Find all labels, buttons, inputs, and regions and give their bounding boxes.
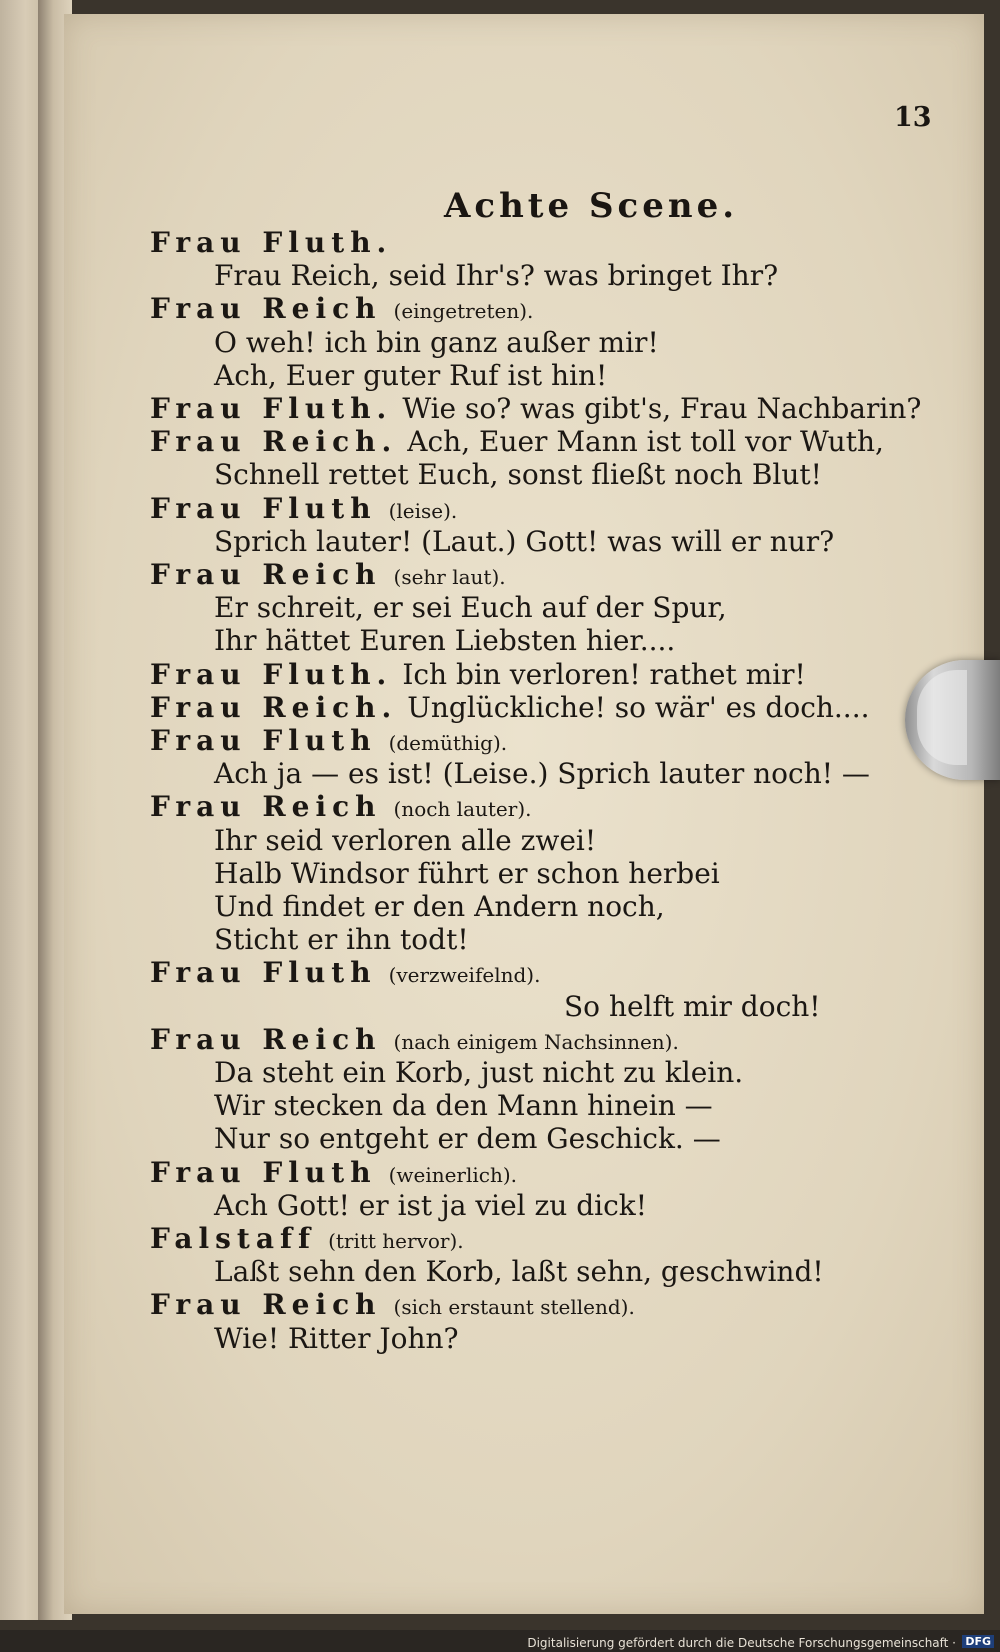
scene-title: Achte Scene. xyxy=(444,186,739,226)
verse-line xyxy=(214,1255,824,1288)
line-text: Wir stecken da den Mann hinein — xyxy=(214,1089,713,1123)
line-text: Da steht ein Korb, just nicht zu klein. xyxy=(214,1056,744,1089)
stage-direction: (verzweifelnd). xyxy=(388,963,541,988)
line-text: Nur so entgeht er dem Geschick. — xyxy=(214,1122,721,1156)
speaker-name: Falstaff xyxy=(150,1222,317,1255)
stage-direction: (sehr laut). xyxy=(393,565,506,589)
line-text: Ach, Euer Mann ist toll vor Wuth, xyxy=(407,425,884,459)
stage-direction: (nach einigem Nachsinnen). xyxy=(393,1029,679,1054)
page-number: 13 xyxy=(894,102,932,133)
verse-line xyxy=(214,259,778,292)
speaker-name: Frau Reich xyxy=(150,292,382,326)
speaker-name: Frau Reich xyxy=(150,790,382,824)
speaker-line xyxy=(150,790,531,823)
footer-credit: Digitalisierung gefördert durch die Deutsche Forschungsgemeinschaft · xyxy=(527,1636,956,1650)
speaker-line xyxy=(150,558,506,591)
verse-line xyxy=(214,923,469,956)
speaker-name: Frau Fluth xyxy=(150,1155,377,1189)
verse-line xyxy=(214,857,720,890)
line-text: Frau Reich, seid Ihr's? was bringet Ihr? xyxy=(214,259,779,293)
verse-line xyxy=(214,757,870,790)
verse-line xyxy=(214,326,659,359)
line-text: Unglückliche! so wär' es doch.... xyxy=(407,690,870,724)
line-text: Ach, Euer guter Ruf ist hin! xyxy=(214,358,608,392)
line-text: Ach ja — es ist! (Leise.) Sprich lauter noch! — xyxy=(214,757,870,791)
speaker-name: Frau Reich. xyxy=(150,425,398,459)
speaker-line xyxy=(150,425,884,458)
stage-direction: (noch lauter). xyxy=(393,797,532,822)
speaker-line xyxy=(150,956,540,989)
verse-line xyxy=(214,824,596,857)
speaker-line xyxy=(150,392,921,425)
left-page-edge xyxy=(0,0,42,1620)
stage-direction: (sich erstaunt stellend). xyxy=(393,1295,635,1320)
line-text: Und findet er den Andern noch, xyxy=(214,890,665,923)
speaker-name: Frau Fluth xyxy=(150,724,377,757)
verse-line xyxy=(214,1189,647,1222)
verse-line xyxy=(214,525,834,558)
stage-direction: (demüthig). xyxy=(388,731,508,755)
speaker-line xyxy=(150,1288,635,1321)
verse-line xyxy=(214,591,727,624)
line-text: Ach Gott! er ist ja viel zu dick! xyxy=(214,1188,647,1222)
line-text: Ihr hättet Euren Liebsten hier.... xyxy=(214,624,676,658)
line-text: Sprich lauter! (Laut.) Gott! was will er nur? xyxy=(214,524,835,558)
verse-line xyxy=(214,1122,721,1155)
speaker-line xyxy=(150,1156,517,1189)
line-text: Schnell rettet Euch, sonst fließt noch Blut! xyxy=(214,458,822,492)
verse-line xyxy=(214,890,665,923)
verse-line xyxy=(214,1089,713,1122)
stage-direction: (weinerlich). xyxy=(388,1162,518,1187)
speaker-line xyxy=(150,658,806,691)
line-text: Er schreit, er sei Euch auf der Spur, xyxy=(214,591,727,625)
verse-line xyxy=(214,359,607,392)
verse-line xyxy=(214,1322,459,1355)
speaker-name: Frau Reich xyxy=(150,1288,382,1322)
speaker-line xyxy=(150,292,533,325)
line-text: Wie! Ritter John? xyxy=(214,1321,459,1355)
book-page xyxy=(64,14,984,1614)
speaker-name: Frau Fluth. xyxy=(150,392,393,425)
line-text: Ich bin verloren! rathet mir! xyxy=(402,657,806,691)
line-text: Ihr seid verloren alle zwei! xyxy=(214,823,597,857)
verse-line xyxy=(564,990,821,1023)
speaker-line xyxy=(150,724,507,757)
stage-direction: (eingetreten). xyxy=(393,299,534,324)
speaker-line xyxy=(150,1222,464,1255)
speaker-name: Frau Reich xyxy=(150,1022,382,1056)
dfg-logo: DFG xyxy=(962,1635,994,1648)
line-text: O weh! ich bin ganz außer mir! xyxy=(214,325,659,359)
speaker-line xyxy=(150,691,870,724)
verse-line xyxy=(214,458,822,491)
stage-direction: (leise). xyxy=(388,498,458,523)
speaker-name: Frau Fluth xyxy=(150,956,377,990)
speaker-name: Frau Fluth. xyxy=(150,657,393,691)
speaker-name: Frau Fluth. xyxy=(150,226,393,259)
speaker-line xyxy=(150,226,392,259)
line-text: So helft mir doch! xyxy=(564,989,821,1023)
speaker-line xyxy=(150,492,457,525)
speaker-name: Frau Reich xyxy=(150,558,382,591)
speaker-line xyxy=(150,1023,679,1056)
stage-direction: (tritt hervor). xyxy=(328,1229,464,1253)
line-text: Wie so? was gibt's, Frau Nachbarin? xyxy=(402,392,922,425)
speaker-name: Frau Reich. xyxy=(150,690,398,724)
verse-line xyxy=(214,1056,743,1089)
line-text: Laßt sehn den Korb, laßt sehn, geschwind! xyxy=(214,1255,824,1289)
verse-line xyxy=(214,624,675,657)
speaker-name: Frau Fluth xyxy=(150,491,377,525)
line-text: Sticht er ihn todt! xyxy=(214,923,469,957)
line-text: Halb Windsor führt er schon herbei xyxy=(214,856,720,890)
